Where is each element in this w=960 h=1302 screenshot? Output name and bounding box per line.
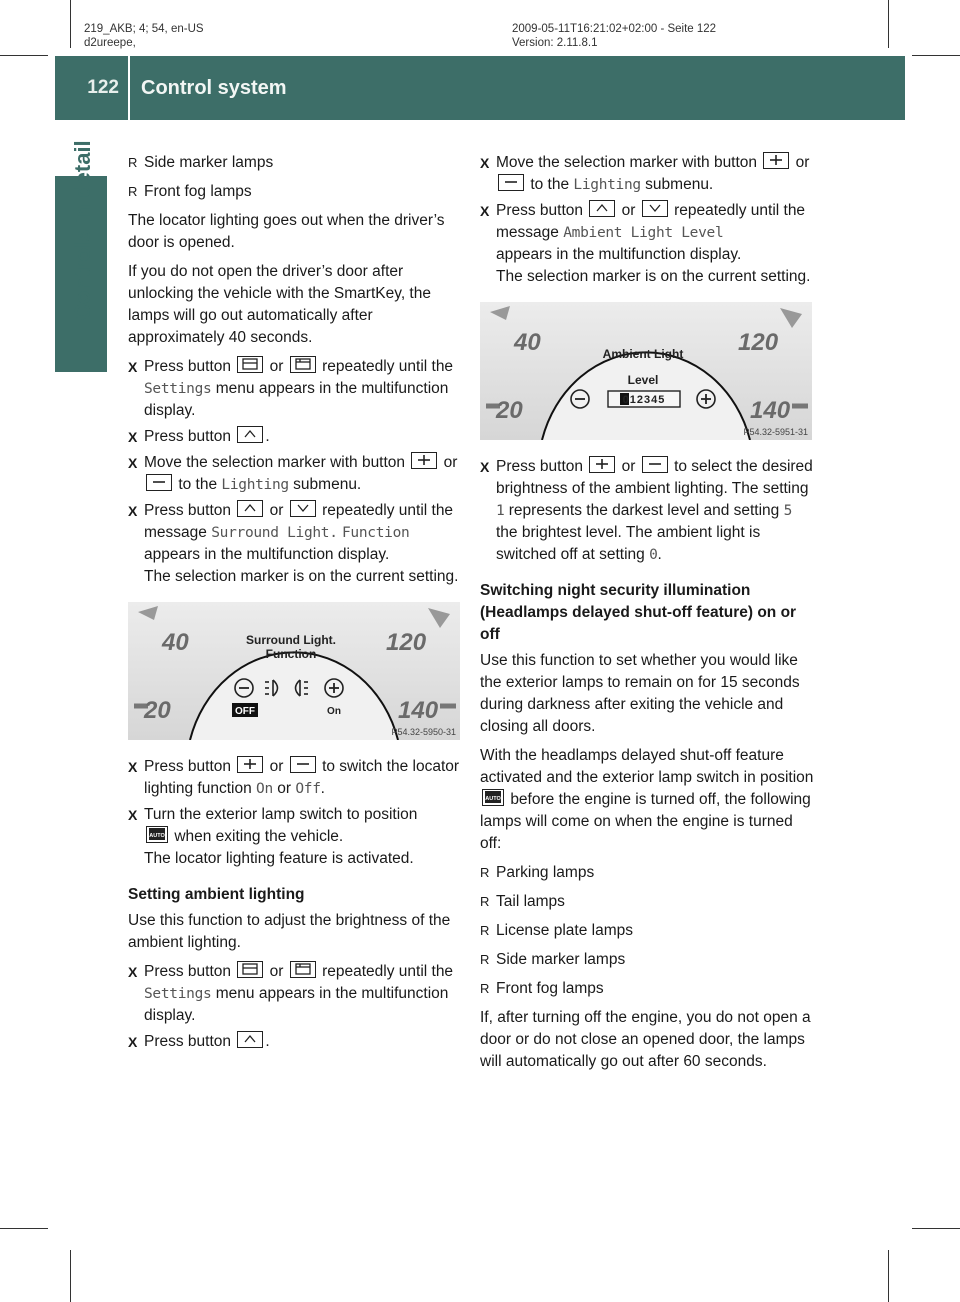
display-message: Surround Light. xyxy=(211,525,338,541)
figure-code: P54.32-5950-31 xyxy=(391,727,456,737)
list-item: R Side marker lamps xyxy=(480,949,815,971)
display-figure-ambient-light xyxy=(480,302,812,440)
setting-value: On xyxy=(256,781,273,797)
right-column xyxy=(480,152,815,1080)
bullet-icon: R xyxy=(480,923,490,938)
menu-name: Lighting xyxy=(573,177,641,193)
paragraph: With the headlamps delayed shut-off feature activated and the exterior lamp switch in position AUTO before the engine is turned off, the following lamps will come on when the engine is turned off: xyxy=(480,747,814,852)
instruction-step: X Turn the exterior lamp switch to position AUTO when exiting the vehicle. The locator lighting feature is activated. xyxy=(128,806,418,867)
crop-mark xyxy=(912,55,960,56)
step-x-icon: X xyxy=(128,455,138,471)
plus-button-icon xyxy=(589,456,615,473)
back-button-icon xyxy=(290,961,316,978)
menu-name: Settings xyxy=(144,986,212,1002)
minus-button-icon xyxy=(146,474,172,491)
instruction-step: X Press button . xyxy=(128,426,463,448)
minus-button-icon xyxy=(290,756,316,773)
crop-mark xyxy=(912,1228,960,1229)
step-x-icon: X xyxy=(128,359,138,375)
print-meta-line: d2ureepe, xyxy=(84,37,136,49)
paragraph: Use this function to adjust the brightness of the ambient lighting. xyxy=(128,912,451,951)
speed-label: 140 xyxy=(398,697,439,724)
instruction-step: X Press button or to select the desired brightness of the ambient lighting. The setting 1 represents the darkest level and setting 5 the brightest level. The ambient light is switched off at setting 0. xyxy=(480,458,813,563)
step-x-icon: X xyxy=(480,155,490,171)
crop-mark xyxy=(0,1228,48,1229)
print-meta-line: 2009-05-11T16:21:02+02:00 - Seite 122 xyxy=(512,23,717,35)
option-off: OFF xyxy=(235,706,255,717)
instruction-step: X Press button or repeatedly until the message Ambient Light Level appears in the multifunction display. The selection marker is on the current setting. xyxy=(480,202,811,285)
svg-text:AUTO: AUTO xyxy=(485,796,501,802)
menu-name: Lighting xyxy=(221,477,289,493)
step-x-icon: X xyxy=(128,759,138,775)
step-x-icon: X xyxy=(480,459,490,475)
setting-value: 0 xyxy=(649,547,658,563)
display-line: Surround Light. xyxy=(246,633,336,647)
paragraph: If you do not open the driver’s door after unlocking the vehicle with the SmartKey, the lamps will go out automatically after approximately 40 seconds. xyxy=(128,263,431,346)
step-x-icon: X xyxy=(128,964,138,980)
display-line: Ambient Light xyxy=(602,347,684,361)
setting-value: 1 xyxy=(496,503,505,519)
display-message: Function xyxy=(341,525,410,541)
print-meta-left xyxy=(84,22,204,50)
plus-button-icon xyxy=(237,756,263,773)
crop-mark xyxy=(70,0,71,48)
step-x-icon: X xyxy=(128,807,138,823)
arrow-up-button-icon xyxy=(589,200,615,217)
section-label: Controls in detail xyxy=(70,140,95,320)
print-meta-line: Version: 2.11.8.1 xyxy=(512,37,598,49)
speed-label: 40 xyxy=(162,629,189,656)
bullet-icon: R xyxy=(128,155,138,170)
phone-button-icon xyxy=(237,356,263,373)
instruction-step: X Press button . xyxy=(128,1031,463,1053)
header-bar xyxy=(55,56,905,120)
step-x-icon: X xyxy=(128,1034,138,1050)
svg-text:AUTO: AUTO xyxy=(149,833,165,839)
list-item: R Front fog lamps xyxy=(128,181,463,203)
arrow-down-button-icon xyxy=(290,500,316,517)
section-heading: Switching night security illumination (Headlamps delayed shut-off feature) on or off xyxy=(480,582,797,643)
step-x-icon: X xyxy=(128,429,138,445)
paragraph: If, after turning off the engine, you do not open a door or do not close an opened door, the lamps will automatically go out after 60 seconds. xyxy=(480,1009,811,1070)
level-digits: 012345 xyxy=(622,394,666,406)
speed-label: 140 xyxy=(750,397,791,424)
instruction-step: X Press button or to switch the locator lighting function On or Off. xyxy=(128,758,460,797)
display-message: Ambient Light Level xyxy=(563,225,724,241)
list-item: R Front fog lamps xyxy=(480,978,815,1000)
page-title: Control system xyxy=(141,77,287,99)
paragraph: The locator lighting goes out when the driver’s door is opened. xyxy=(128,212,445,251)
instruction-step: X Press button or repeatedly until the Settings menu appears in the multifunction display. xyxy=(128,963,454,1024)
speed-label: 20 xyxy=(144,697,171,724)
list-item: R License plate lamps xyxy=(480,920,815,942)
phone-button-icon xyxy=(237,961,263,978)
display-line: Level xyxy=(627,373,659,387)
bullet-icon: R xyxy=(480,952,490,967)
bullet-icon: R xyxy=(480,981,490,996)
speed-label: 20 xyxy=(496,397,523,424)
option-on: On xyxy=(327,706,341,717)
crop-mark xyxy=(0,55,48,56)
display-figure-surround-light xyxy=(128,602,460,740)
list-item: R Tail lamps xyxy=(480,891,815,913)
setting-value: Off xyxy=(295,781,321,797)
arrow-up-button-icon xyxy=(237,1031,263,1048)
left-column xyxy=(128,152,463,1057)
menu-name: Settings xyxy=(144,381,212,397)
auto-position-icon xyxy=(146,826,168,843)
plus-button-icon xyxy=(411,452,437,469)
back-button-icon xyxy=(290,356,316,373)
step-x-icon: X xyxy=(480,203,490,219)
print-meta-line: 219_AKB; 4; 54, en-US xyxy=(84,23,204,35)
bullet-icon: R xyxy=(480,865,490,880)
header-separator xyxy=(128,56,130,120)
instruction-step: X Move the selection marker with button or to the Lighting submenu. xyxy=(480,154,810,193)
display-line: Function xyxy=(265,647,317,661)
speed-label: 120 xyxy=(386,629,427,656)
bullet-icon: R xyxy=(128,184,138,199)
arrow-up-button-icon xyxy=(237,500,263,517)
setting-value: 5 xyxy=(783,503,793,519)
step-x-icon: X xyxy=(128,503,138,519)
arrow-up-button-icon xyxy=(237,426,263,443)
auto-position-icon xyxy=(482,789,504,806)
instruction-step: X Move the selection marker with button or to the Lighting submenu. xyxy=(128,454,458,493)
crop-mark xyxy=(888,0,889,48)
paragraph: Use this function to set whether you would like the exterior lamps to remain on for 15 seconds during darkness after exiting the vehicle and closing all doors. xyxy=(480,652,800,735)
list-item: R Side marker lamps xyxy=(128,152,463,174)
crop-mark xyxy=(70,1250,71,1302)
instruction-step: X Press button or repeatedly until the message Surround Light. Function appears in the multifunction display. The selection marker is on the current setting. xyxy=(128,502,459,585)
arrow-down-button-icon xyxy=(642,200,668,217)
figure-code: P54.32-5951-31 xyxy=(743,427,808,437)
speed-label: 40 xyxy=(514,329,541,356)
speed-label: 120 xyxy=(738,329,779,356)
minus-button-icon xyxy=(498,174,524,191)
instruction-step: X Press button or repeatedly until the Settings menu appears in the multifunction display. xyxy=(128,358,454,419)
section-heading: Setting ambient lighting xyxy=(128,886,305,903)
minus-button-icon xyxy=(642,456,668,473)
crop-mark xyxy=(888,1250,889,1302)
bullet-icon: R xyxy=(480,894,490,909)
list-item: R Parking lamps xyxy=(480,862,815,884)
plus-button-icon xyxy=(763,152,789,169)
print-meta-right xyxy=(512,22,716,50)
page-number: 122 xyxy=(87,77,119,98)
